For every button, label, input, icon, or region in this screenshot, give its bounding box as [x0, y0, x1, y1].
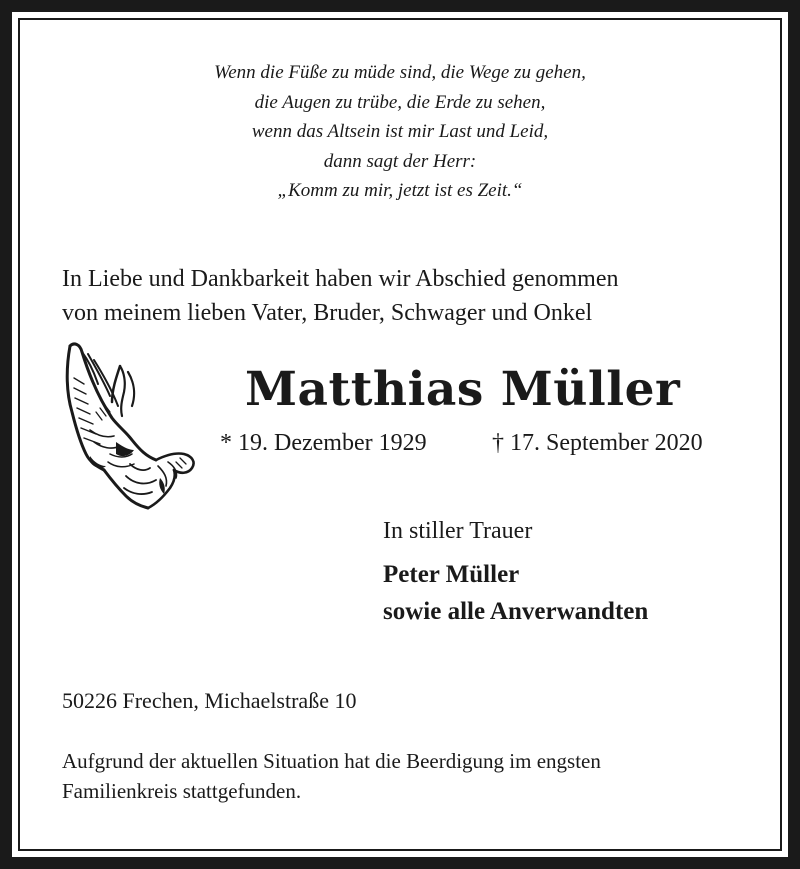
intro-line: von meinem lieben Vater, Bruder, Schwager und Onkel — [62, 300, 593, 326]
intro-line: In Liebe und Dankbarkeit haben wir Abschied genommen — [62, 266, 619, 292]
funeral-notice — [62, 746, 601, 806]
praying-hands-icon — [60, 338, 200, 514]
notice-line: Familienkreis stattgefunden. — [62, 779, 302, 803]
poem-line: wenn das Altsein ist mir Last und Leid, — [251, 121, 549, 142]
mourning-label: In stiller Trauer — [383, 518, 533, 544]
poem-line: dann sagt der Herr: — [323, 150, 477, 172]
poem-line: „Komm zu mir, jetzt ist es Zeit.“ — [277, 180, 523, 201]
poem-line: Wenn die Füße zu müde sind, die Wege zu gehen, — [214, 62, 586, 83]
address: 50226 Frechen, Michaelstraße 10 — [62, 688, 357, 713]
notice-line: Aufgrund der aktuellen Situation hat die Beerdigung im engsten — [62, 749, 601, 773]
mourner-name: Peter Müller — [383, 561, 520, 588]
mourner-name: sowie alle Anverwandten — [383, 598, 649, 625]
deceased-name: Matthias Müller — [245, 362, 681, 417]
death-date: † 17. September 2020 — [492, 430, 703, 456]
poem — [0, 58, 800, 206]
birth-date: * 19. Dezember 1929 — [220, 430, 427, 456]
intro-text — [62, 262, 619, 330]
poem-line: die Augen zu trübe, die Erde zu sehen, — [254, 91, 546, 113]
